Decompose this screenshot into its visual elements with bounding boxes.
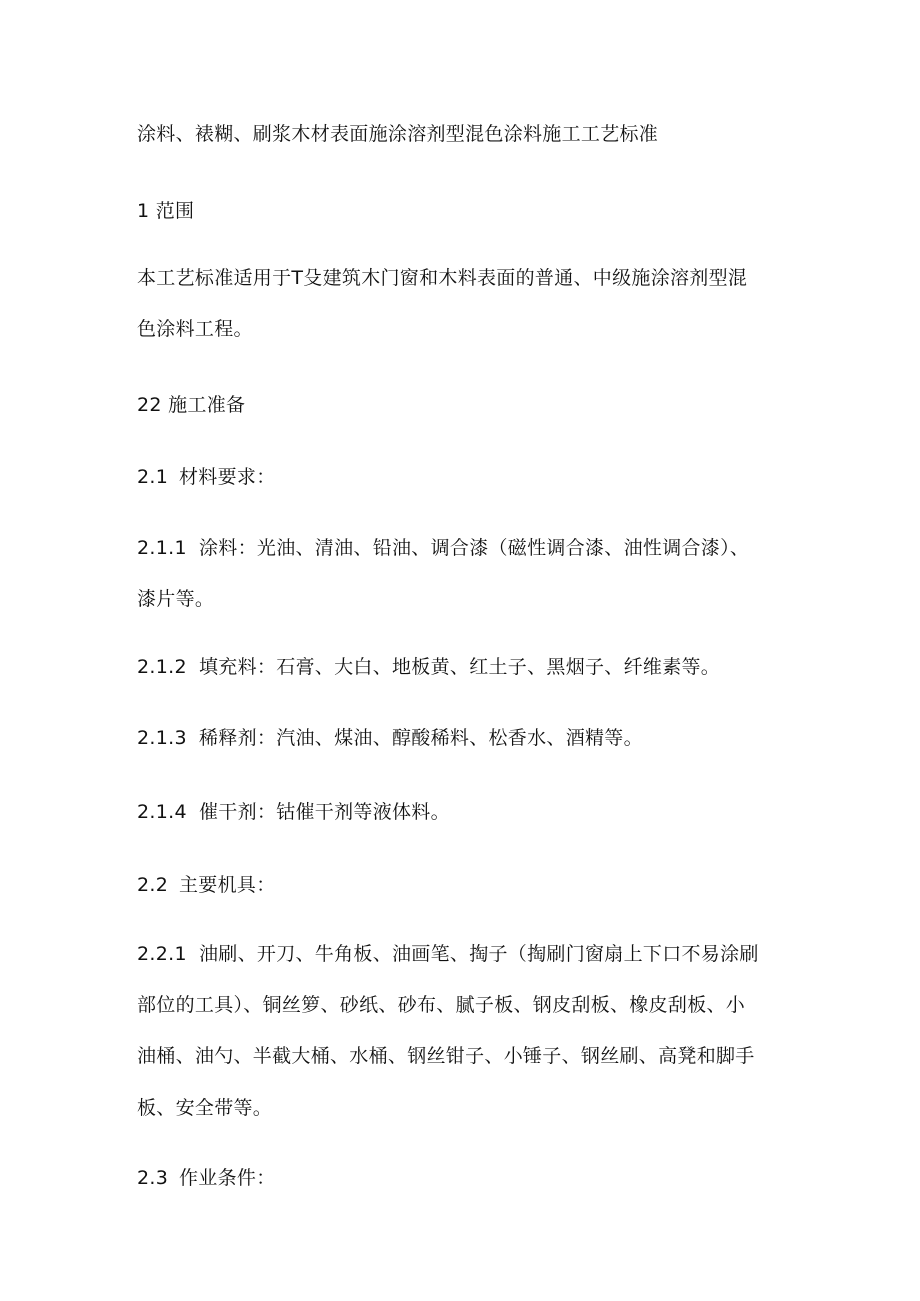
- section-text: 油刷、开刀、牛角板、油画笔、掏子（掏刷门窗扇上下口不易涂刷: [199, 943, 759, 965]
- section-2-1-3: [137, 725, 643, 751]
- section-number: 2.1.3: [137, 727, 187, 749]
- section-2-2-1-cont-2: 油桶、油勺、半截大桶、水桶、钢丝钳子、小锤子、钢丝刷、高凳和脚手: [137, 1045, 755, 1067]
- section-text: 作业条件：: [179, 1167, 276, 1189]
- section-1-heading: 1 范围: [137, 200, 195, 222]
- section-2-1-1-cont: 漆片等。: [137, 588, 215, 610]
- section-2-1: [137, 464, 276, 490]
- section-2-2-1: [137, 941, 759, 967]
- section-number: 2.1.2: [137, 656, 187, 678]
- section-number: 2.2: [137, 874, 169, 896]
- section-text: 主要机具：: [179, 874, 276, 896]
- section-text: 材料要求：: [179, 466, 276, 488]
- section-text: 催干剂：钴催干剂等液体料。: [199, 801, 450, 823]
- section-2-1-2: [137, 654, 720, 680]
- section-text: 涂料：光油、清油、铅油、调合漆（磁性调合漆、油性调合漆）、: [199, 537, 750, 559]
- section-number: 2.1.1: [137, 537, 187, 559]
- section-2-heading: 22 施工准备: [137, 394, 246, 416]
- section-2-2-1-cont-1: 部位的工具）、铜丝箩、砂纸、砂布、腻子板、钢皮刮板、橡皮刮板、小: [137, 994, 746, 1016]
- section-2-1-4: [137, 799, 450, 825]
- section-number: 2.2.1: [137, 943, 187, 965]
- section-2-3: [137, 1165, 276, 1191]
- section-text: 填充料：石膏、大白、地板黄、红土子、黑烟子、纤维素等。: [199, 656, 721, 678]
- section-1-body-line-2: 色涂料工程。: [137, 318, 253, 340]
- section-2-1-1: [137, 535, 749, 561]
- section-number: 2.1: [137, 466, 169, 488]
- document-title: 涂料、裱糊、刷浆木材表面施涂溶剂型混色涂料施工工艺标准: [137, 123, 659, 145]
- section-number: 2.1.4: [137, 801, 187, 823]
- section-2-2-1-cont-3: 板、安全带等。: [137, 1097, 273, 1119]
- section-2-2: [137, 872, 276, 898]
- section-text: 稀释剂：汽油、煤油、醇酸稀料、松香水、酒精等。: [199, 727, 643, 749]
- section-number: 2.3: [137, 1167, 169, 1189]
- section-1-body-line-1: 本工艺标准适用于T殳建筑木门窗和木料表面的普通、中级施涂溶剂型混: [137, 267, 748, 289]
